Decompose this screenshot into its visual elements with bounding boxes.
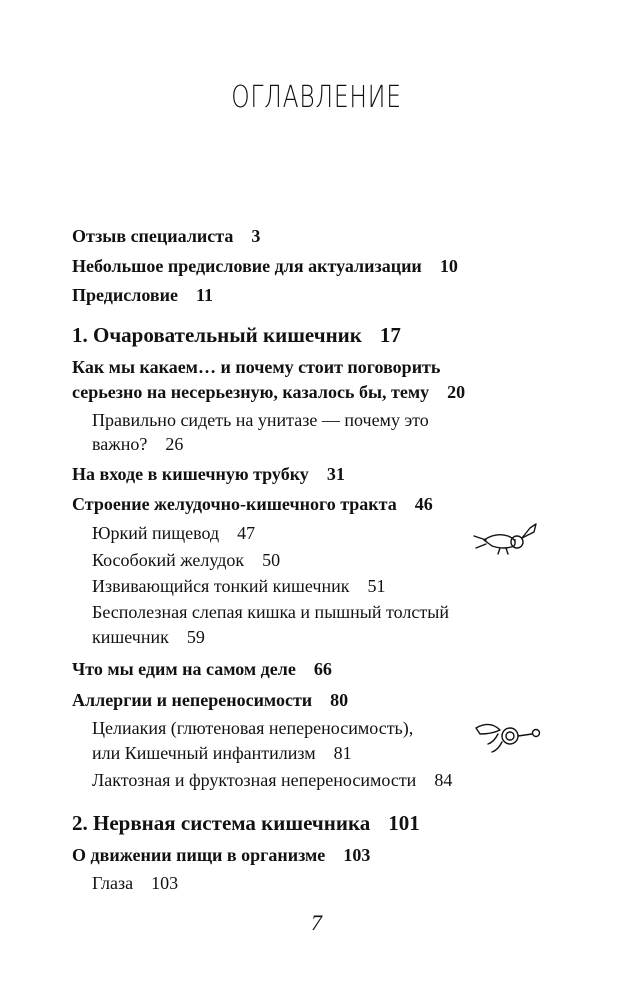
toc-entry-text: Глаза xyxy=(92,873,134,893)
toc-page-number: 101 xyxy=(388,811,420,835)
toc-entry-text: Извивающийся тонкий кишечник xyxy=(92,576,350,596)
toc-entry xyxy=(72,690,348,711)
toc-page-number: 26 xyxy=(165,434,184,454)
toc-entry-text: На входе в кишечную трубку xyxy=(72,464,309,484)
toc-entry-text: Кособокий желудок xyxy=(92,550,245,570)
toc-subentry xyxy=(92,873,178,894)
toc-page-number: 20 xyxy=(447,382,466,402)
toc-entry-text: Лактозная и фруктозная непереносимости xyxy=(92,770,417,790)
toc-entry-text: Небольшое предисловие для актуализации xyxy=(72,256,422,276)
toc-page-number: 80 xyxy=(330,690,349,710)
toc-subentry xyxy=(92,602,449,623)
toc-page-number: 103 xyxy=(151,873,179,893)
toc-entry-text: Целиакия (глютеновая непереносимость), xyxy=(92,718,414,738)
toc-entry-text: Бесполезная слепая кишка и пышный толстый xyxy=(92,602,449,622)
flying-figure-doodle-icon xyxy=(470,518,544,558)
toc-page-number: 50 xyxy=(262,550,281,570)
toc-page-number: 81 xyxy=(333,743,352,763)
toc-entry xyxy=(72,494,433,515)
toc-subentry xyxy=(92,550,280,571)
toc-entry-text: Предисловие xyxy=(72,285,178,305)
toc-page-number: 46 xyxy=(414,494,433,514)
toc-entry-text: Правильно сидеть на унитазе — почему это xyxy=(92,410,429,430)
toc-page-number: 103 xyxy=(343,845,371,865)
toc-subentry xyxy=(92,718,413,739)
page-number: 7 xyxy=(311,910,322,935)
toc-entry-text: 1. Очаровательный кишечник xyxy=(72,323,362,347)
toc-page-number: 66 xyxy=(313,659,332,679)
toc-entry-text: О движении пищи в организме xyxy=(72,845,326,865)
toc-entry xyxy=(72,382,465,403)
toc-subentry xyxy=(92,576,385,597)
toc-chapter xyxy=(72,811,420,836)
toc-entry-text: кишечник xyxy=(92,627,169,647)
toc-subentry xyxy=(92,627,205,648)
toc-chapter xyxy=(72,323,401,348)
toc-entry xyxy=(72,285,213,306)
toc-entry-text: Как мы какаем… и почему стоит поговорить xyxy=(72,357,441,377)
toc-page-number: 51 xyxy=(367,576,386,596)
toc-page-number: 47 xyxy=(237,523,256,543)
toc-entry-text: Отзыв специалиста xyxy=(72,226,234,246)
toc-entry xyxy=(72,845,370,866)
toc-subentry xyxy=(92,523,255,544)
toc-entry-text: важно? xyxy=(92,434,148,454)
toc-entry xyxy=(72,256,458,277)
toc-page-number: 3 xyxy=(251,226,261,246)
page-title: ОГЛАВЛЕНИЕ xyxy=(231,80,402,115)
toc-entry-text: или Кишечный инфантилизм xyxy=(92,743,316,763)
toc-entry-text: серьезно на несерьезную, казалось бы, тему xyxy=(72,382,430,402)
toc-entry-text: Аллергии и непереносимости xyxy=(72,690,313,710)
toc-subentry xyxy=(92,410,429,431)
toc-page-number: 84 xyxy=(434,770,453,790)
toc-page-number: 17 xyxy=(379,323,401,347)
toc-subentry xyxy=(92,434,183,455)
toc-subentry xyxy=(92,770,452,791)
toc-entry xyxy=(72,659,332,680)
toc-entry xyxy=(72,357,440,378)
toc-entry xyxy=(72,226,260,247)
toc-entry-text: Что мы едим на самом деле xyxy=(72,659,296,679)
floating-figure-doodle-icon xyxy=(470,718,548,756)
toc-page-number: 11 xyxy=(195,285,213,305)
toc-page-number: 31 xyxy=(326,464,345,484)
toc-entry-text: Строение желудочно-кишечного тракта xyxy=(72,494,397,514)
toc-entry-text: Юркий пищевод xyxy=(92,523,220,543)
toc-page-number: 59 xyxy=(186,627,205,647)
toc-entry-text: 2. Нервная система кишечника xyxy=(72,811,371,835)
toc-subentry xyxy=(92,743,352,764)
toc-entry xyxy=(72,464,345,485)
toc-page-number: 10 xyxy=(439,256,458,276)
